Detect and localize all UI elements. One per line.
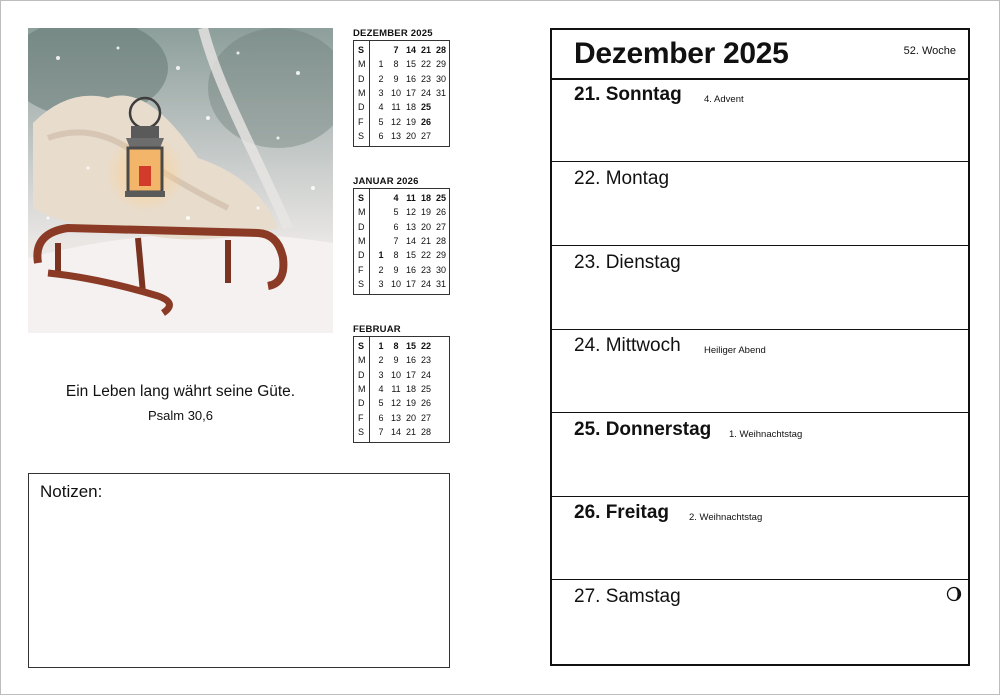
mini-calendar-date: 16 bbox=[405, 73, 416, 84]
weekday-letter: M bbox=[358, 355, 366, 366]
day-note: 4. Advent bbox=[704, 94, 744, 105]
mini-calendar-date: 14 bbox=[405, 45, 416, 55]
mini-calendar-grid bbox=[353, 40, 450, 147]
mini-calendar-row bbox=[354, 426, 449, 438]
weekday-letter: D bbox=[358, 73, 365, 84]
day-note: 1. Weihnachtstag bbox=[729, 429, 803, 440]
mini-calendar-date: 15 bbox=[405, 341, 416, 351]
mini-calendar-date: 23 bbox=[420, 73, 431, 84]
day-row[interactable] bbox=[552, 246, 968, 330]
mini-calendar-date: 30 bbox=[435, 264, 446, 275]
mini-calendar-date: 13 bbox=[390, 130, 401, 141]
mini-calendar-date: 18 bbox=[405, 102, 416, 113]
mini-calendar-row bbox=[354, 206, 449, 218]
mini-calendar-date: 4 bbox=[378, 102, 384, 113]
mini-calendar-row bbox=[354, 192, 449, 204]
mini-calendar-grid bbox=[353, 188, 450, 295]
weekday-letter: D bbox=[358, 102, 365, 113]
weekday-letter: S bbox=[358, 193, 365, 203]
mini-calendar-date: 6 bbox=[378, 412, 384, 423]
mini-calendar-row bbox=[354, 130, 449, 142]
mini-calendar-title: FEBRUAR bbox=[353, 324, 401, 335]
mini-calendar-date: 28 bbox=[435, 45, 446, 55]
mini-calendar-row bbox=[354, 235, 449, 247]
mini-calendar-date: 30 bbox=[435, 73, 446, 84]
mini-calendar-date: 12 bbox=[405, 207, 416, 218]
mini-calendar-date: 1 bbox=[378, 341, 384, 351]
weekday-letter: S bbox=[358, 278, 365, 289]
weekday-letter: M bbox=[358, 207, 366, 218]
mini-calendar-date: 21 bbox=[405, 426, 416, 437]
mini-calendar-date: 12 bbox=[390, 116, 401, 127]
mini-calendar-row bbox=[354, 383, 449, 395]
mini-calendar-date: 22 bbox=[420, 341, 431, 351]
mini-calendar-date: 8 bbox=[393, 250, 399, 261]
mini-calendar-date: 22 bbox=[420, 250, 431, 261]
day-label: 21. Sonntag bbox=[574, 84, 682, 105]
weekday-letter: F bbox=[358, 116, 364, 127]
mini-calendar-row bbox=[354, 397, 449, 409]
day-label: 27. Samstag bbox=[574, 586, 681, 607]
mini-calendar-date: 10 bbox=[390, 87, 401, 98]
mini-calendar-date: 19 bbox=[405, 116, 416, 127]
weekday-letter: D bbox=[358, 369, 365, 380]
mini-calendar-date: 13 bbox=[390, 412, 401, 423]
day-label: 22. Montag bbox=[574, 168, 670, 189]
day-row[interactable] bbox=[552, 329, 968, 413]
mini-calendar-date: 4 bbox=[378, 383, 384, 394]
quote-source: Psalm 30,6 bbox=[147, 408, 214, 423]
mini-calendar-date: 15 bbox=[405, 250, 416, 261]
mini-calendar-date: 18 bbox=[420, 193, 431, 203]
day-label: 25. Donnerstag bbox=[574, 419, 712, 440]
quote-text: Ein Leben lang währt seine Güte. bbox=[65, 383, 296, 400]
winter-photo bbox=[28, 28, 333, 333]
mini-calendar-date: 9 bbox=[393, 73, 399, 84]
weekday-letter: S bbox=[358, 45, 365, 55]
mini-calendar-date: 16 bbox=[405, 264, 416, 275]
mini-calendar-februar bbox=[353, 324, 450, 443]
mini-calendar-row bbox=[354, 58, 449, 70]
mini-calendar-date: 20 bbox=[405, 130, 416, 141]
mini-calendar-date: 21 bbox=[420, 45, 431, 55]
mini-calendar-date: 29 bbox=[435, 59, 446, 70]
mini-calendar-date: 15 bbox=[405, 59, 416, 70]
mini-calendar-row bbox=[354, 278, 449, 290]
mini-calendar-date: 28 bbox=[420, 426, 431, 437]
mini-calendar-date: 11 bbox=[391, 102, 401, 113]
weekday-letter: S bbox=[358, 341, 365, 351]
notes-label: Notizen: bbox=[40, 482, 103, 501]
mini-calendar-date: 17 bbox=[405, 87, 416, 98]
day-label: 23. Dienstag bbox=[574, 252, 681, 273]
day-note: 2. Weihnachtstag bbox=[689, 512, 763, 523]
mini-calendar-row bbox=[354, 249, 449, 261]
day-note: Heiliger Abend bbox=[704, 345, 766, 356]
weekday-letter: D bbox=[358, 250, 365, 261]
mini-calendar-row bbox=[354, 221, 449, 233]
mini-calendar-date: 23 bbox=[420, 264, 431, 275]
weekday-letter: D bbox=[358, 221, 365, 232]
mini-calendar-date: 19 bbox=[420, 207, 431, 218]
mini-calendar-date: 5 bbox=[378, 398, 384, 409]
mini-calendar-date: 24 bbox=[420, 278, 431, 289]
mini-calendar-date: 14 bbox=[405, 235, 416, 246]
weekday-letter: M bbox=[358, 59, 366, 70]
mini-calendar-date: 5 bbox=[393, 207, 399, 218]
mini-calendar-date: 8 bbox=[393, 59, 399, 70]
mini-calendar-row bbox=[354, 101, 449, 113]
mini-calendar-row bbox=[354, 340, 449, 352]
planner-header bbox=[552, 30, 968, 80]
weekday-letter: M bbox=[358, 87, 366, 98]
mini-calendar-date: 2 bbox=[378, 264, 384, 275]
mini-calendar-date: 11 bbox=[391, 383, 401, 394]
mini-calendar-date: 12 bbox=[390, 398, 401, 409]
mini-calendar-date: 25 bbox=[435, 193, 446, 203]
mini-calendar-date: 7 bbox=[393, 235, 399, 246]
mini-calendar-date: 3 bbox=[378, 369, 384, 380]
mini-calendar-date: 13 bbox=[405, 221, 416, 232]
mini-calendar-date: 25 bbox=[420, 383, 431, 394]
mini-calendar-date: 2 bbox=[378, 73, 384, 84]
mini-calendar-date: 27 bbox=[435, 221, 446, 232]
mini-calendar-date: 28 bbox=[435, 235, 446, 246]
mini-calendar-januar bbox=[353, 176, 450, 295]
day-row[interactable] bbox=[552, 496, 968, 580]
mini-calendar-date: 9 bbox=[393, 264, 399, 275]
mini-calendar-date: 1 bbox=[378, 250, 384, 261]
mini-calendar-date: 21 bbox=[420, 235, 431, 246]
mini-calendar-dezember bbox=[353, 28, 450, 147]
day-row[interactable] bbox=[552, 413, 968, 497]
mini-calendar-date: 27 bbox=[420, 412, 431, 423]
mini-calendar-date: 2 bbox=[378, 355, 384, 366]
mini-calendar-row bbox=[354, 354, 449, 366]
mini-calendar-row bbox=[354, 44, 449, 56]
mini-calendar-date: 26 bbox=[420, 398, 431, 409]
mini-calendar-date: 10 bbox=[390, 278, 401, 289]
mini-calendar-row bbox=[354, 73, 449, 85]
mini-calendar-date: 24 bbox=[420, 87, 431, 98]
mini-calendar-row bbox=[354, 412, 449, 424]
mini-calendar-title: JANUAR 2026 bbox=[353, 176, 419, 187]
planner-title: Dezember 2025 bbox=[574, 37, 789, 70]
mini-calendar-date: 3 bbox=[378, 87, 384, 98]
mini-calendar-date: 31 bbox=[435, 87, 446, 98]
mini-calendar-date: 18 bbox=[405, 383, 416, 394]
mini-calendar-grid bbox=[353, 336, 450, 443]
mini-calendar-date: 7 bbox=[393, 45, 399, 55]
day-label: 24. Mittwoch bbox=[574, 335, 681, 356]
mini-calendar-date: 11 bbox=[406, 193, 416, 203]
mini-calendar-date: 17 bbox=[405, 278, 416, 289]
day-row[interactable] bbox=[552, 162, 968, 246]
weekday-letter: S bbox=[358, 130, 365, 141]
mini-calendar-date: 8 bbox=[393, 341, 399, 351]
mini-calendar-date: 24 bbox=[420, 369, 431, 380]
mini-calendar-date: 27 bbox=[420, 130, 431, 141]
weekday-letter: S bbox=[358, 426, 365, 437]
day-label: 26. Freitag bbox=[574, 502, 670, 523]
mini-calendar-date: 4 bbox=[393, 193, 399, 203]
mini-calendar-date: 17 bbox=[405, 369, 416, 380]
week-number: 52. Woche bbox=[903, 45, 956, 57]
mini-calendar-date: 10 bbox=[390, 369, 401, 380]
weekday-letter: F bbox=[358, 264, 364, 275]
day-row[interactable] bbox=[552, 580, 968, 663]
mini-calendar-date: 23 bbox=[420, 355, 431, 366]
week-planner bbox=[550, 28, 970, 666]
mini-calendar-date: 3 bbox=[378, 278, 384, 289]
mini-calendar-date: 25 bbox=[420, 102, 431, 113]
mini-calendar-date: 20 bbox=[420, 221, 431, 232]
mini-calendar-date: 26 bbox=[420, 116, 431, 127]
notes-box[interactable] bbox=[28, 473, 450, 668]
weekday-letter: D bbox=[358, 398, 365, 409]
mini-calendar-row bbox=[354, 116, 449, 128]
mini-calendar-date: 9 bbox=[393, 355, 399, 366]
mini-calendar-date: 16 bbox=[405, 355, 416, 366]
weekday-letter: F bbox=[358, 412, 364, 423]
bible-quote bbox=[28, 383, 333, 423]
mini-calendar-date: 22 bbox=[420, 59, 431, 70]
day-row[interactable] bbox=[552, 78, 968, 162]
mini-calendar-row bbox=[354, 87, 449, 99]
moon-phase-icon bbox=[946, 586, 962, 602]
mini-calendar-date: 19 bbox=[405, 398, 416, 409]
weekday-letter: M bbox=[358, 235, 366, 246]
mini-calendar-row bbox=[354, 369, 449, 381]
mini-calendar-date: 6 bbox=[378, 130, 384, 141]
mini-calendar-date: 1 bbox=[378, 59, 384, 70]
mini-calendar-date: 5 bbox=[378, 116, 384, 127]
mini-calendar-title: DEZEMBER 2025 bbox=[353, 28, 433, 39]
mini-calendar-date: 7 bbox=[378, 426, 384, 437]
mini-calendar-date: 20 bbox=[405, 412, 416, 423]
mini-calendar-date: 14 bbox=[390, 426, 401, 437]
weekday-letter: M bbox=[358, 383, 366, 394]
mini-calendar-row bbox=[354, 264, 449, 276]
mini-calendar-date: 31 bbox=[435, 278, 446, 289]
mini-calendar-date: 26 bbox=[435, 207, 446, 218]
mini-calendar-date: 29 bbox=[435, 250, 446, 261]
mini-calendar-date: 6 bbox=[393, 221, 399, 232]
